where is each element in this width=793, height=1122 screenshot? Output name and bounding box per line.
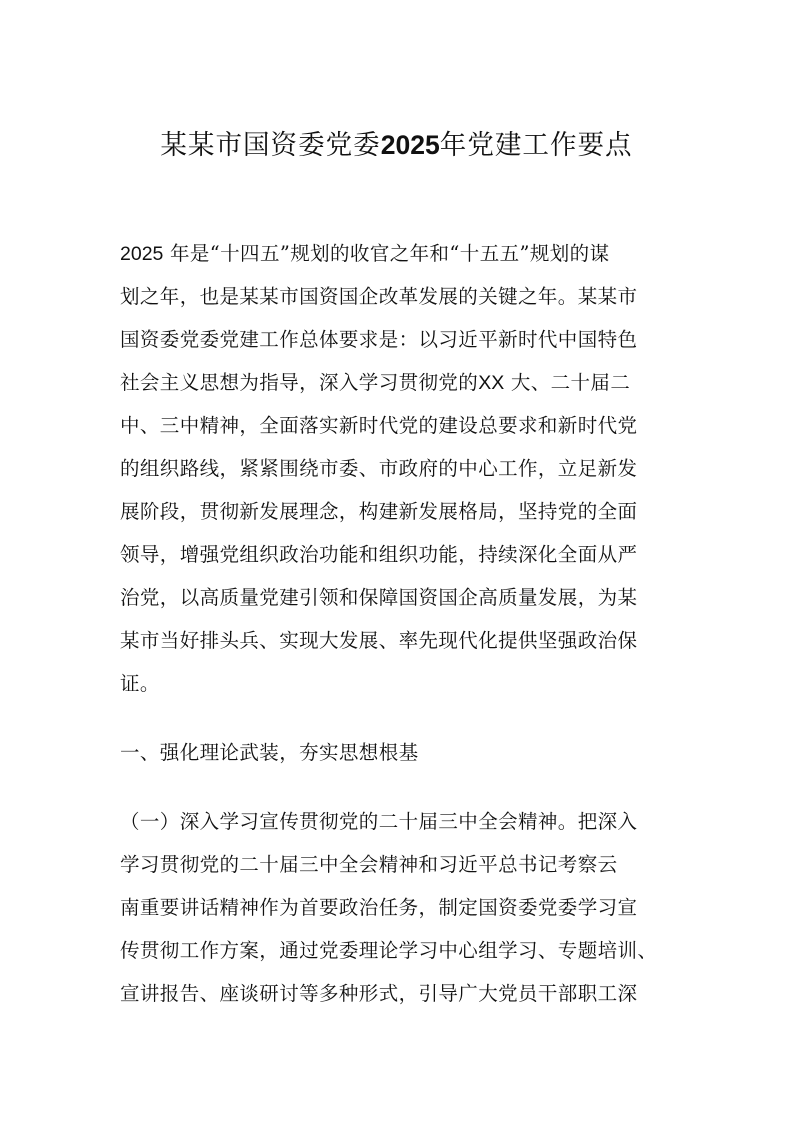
title-suffix: 年党建工作要点 [439, 130, 633, 161]
paragraph-1-line-5: 中、三中精神，全面落实新时代党的建设总要求和新时代党 [120, 414, 638, 437]
paragraph-1-line-4 [120, 371, 630, 395]
paragraph-1-line-6: 的组织路线，紧紧围绕市委、市政府的中心工作，立足新发 [120, 457, 638, 480]
paragraph-1-line-2: 划之年，也是某某市国资国企改革发展的关键之年。某某市 [120, 285, 638, 308]
paragraph-1-line-3: 国资委党委党建工作总体要求是：以习近平新时代中国特色 [120, 328, 638, 351]
line-text: 社会主义思想为指导，深入学习贯彻党的 [120, 371, 479, 394]
line-text: 大、二十届二 [504, 371, 631, 394]
year-text: 2025 [120, 243, 164, 265]
paragraph-1-line-1 [120, 242, 609, 266]
placeholder-token: XX [478, 372, 505, 394]
paragraph-1-line-7: 展阶段，贯彻新发展理念，构建新发展格局，坚持党的全面 [120, 500, 638, 523]
paragraph-2-line-3: 南重要讲话精神作为首要政治任务，制定国资委党委学习宣 [120, 896, 638, 919]
paragraph-2-line-1: （一）深入学习宣传贯彻党的二十届三中全会精神。把深入 [120, 810, 638, 833]
line-text: 年是“十四五”规划的收官之年和“十五五”规划的谋 [163, 242, 610, 265]
paragraph-2-line-5: 宣讲报告、座谈研讨等多种形式，引导广大党员干部职工深 [120, 982, 638, 1005]
document-title [7, 127, 787, 164]
paragraph-1-line-10: 某市当好排头兵、实现大发展、率先现代化提供坚强政治保 [120, 629, 638, 652]
paragraph-1-line-11: 证。 [120, 672, 160, 695]
paragraph-1-line-8: 领导，增强党组织政治功能和组织功能，持续深化全面从严 [120, 543, 638, 566]
paragraph-1-line-9: 治党，以高质量党建引领和保障国资国企高质量发展，为某 [120, 586, 638, 609]
paragraph-2-line-4: 传贯彻工作方案，通过党委理论学习中心组学习、专题培训、 [120, 939, 658, 962]
title-prefix: 某某市国资委党委 [160, 130, 381, 161]
paragraph-2-line-2: 学习贯彻党的二十届三中全会精神和习近平总书记考察云 [120, 853, 618, 876]
section-1-heading: 一、强化理论武装，夯实思想根基 [120, 741, 419, 764]
title-year: 2025 [380, 130, 440, 160]
